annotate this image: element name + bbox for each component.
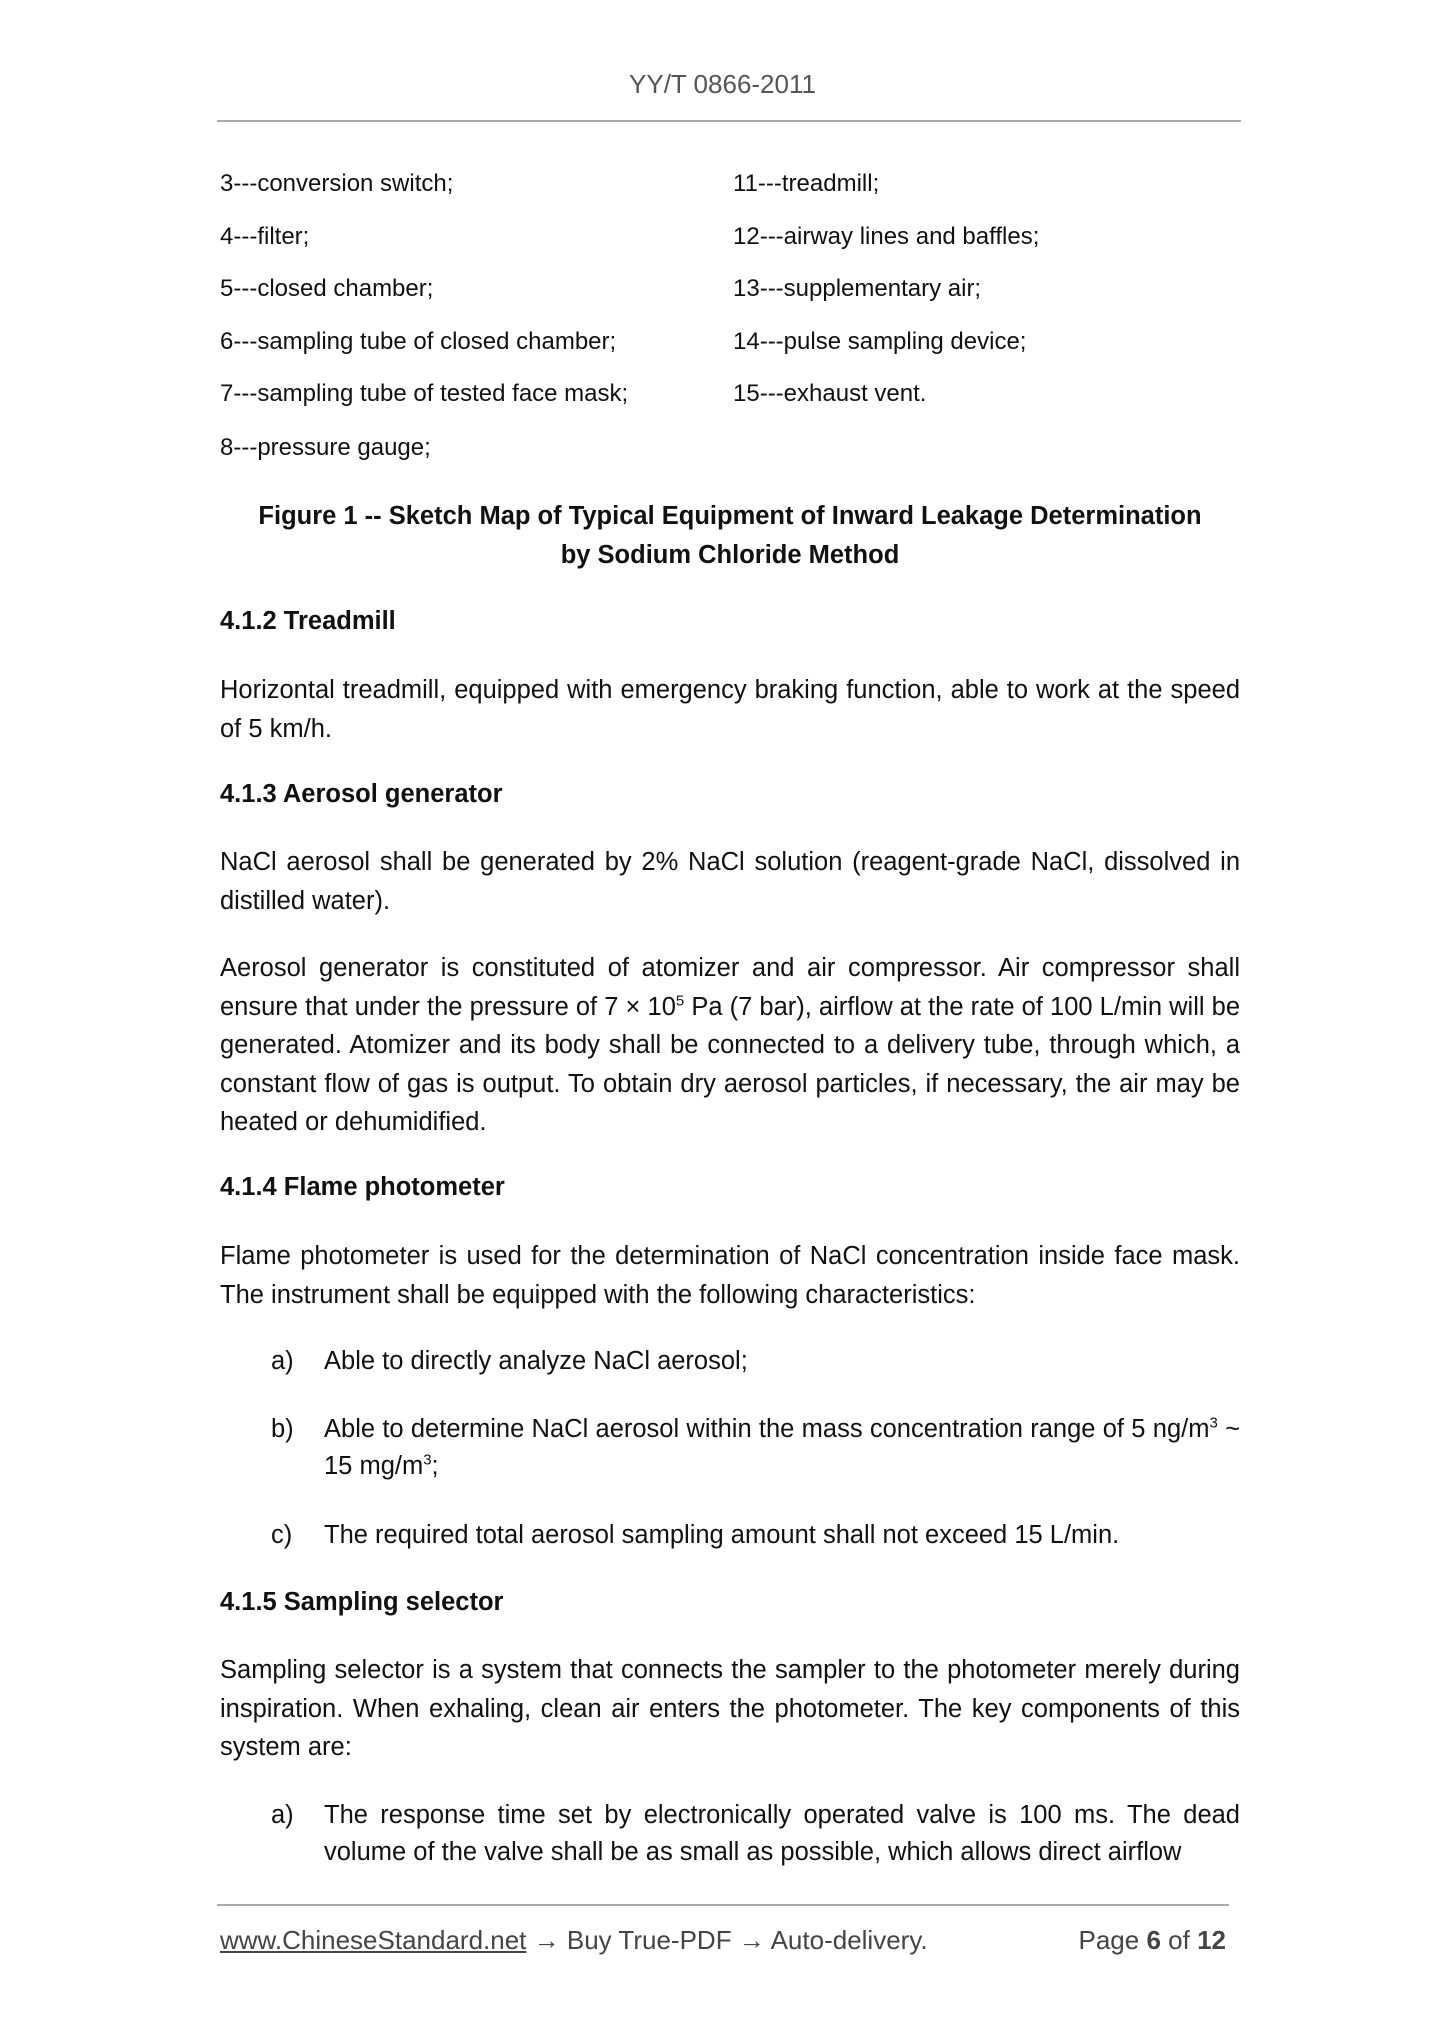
- paragraph: Flame photometer is used for the determination of NaCl concentration inside face mask. The instrument shall be equipped with the following characteristics:: [220, 1242, 1240, 1309]
- section-heading: 4.1.5 Sampling selector: [220, 1588, 504, 1616]
- legend-item: 11---treadmill;: [733, 170, 880, 197]
- text: Pa (7 bar), airflow at the rate of 100 L/min will be generated. Atomizer and its body shall be connected to a delivery tube, through which, a constant flow of gas is output. To obtain dry aerosol particles, if necessary, the air may be heated or dehumidified.: [220, 992, 1240, 1136]
- arrow-icon: →: [738, 1925, 765, 1955]
- of-label: of: [1168, 1925, 1190, 1955]
- page-number: [1078, 1925, 1226, 1956]
- delivery-text: Auto-delivery.: [764, 1925, 928, 1955]
- paragraph: Sampling selector is a system that connects the sampler to the photometer merely during inspiration. When exhaling, clean air enters the photometer. The key components of this system are:: [220, 1656, 1240, 1761]
- list-item: [271, 1411, 1240, 1485]
- header-divider: [217, 120, 1241, 122]
- text: ~ 15 mg/m: [324, 1415, 1240, 1480]
- list-label: c): [271, 1521, 293, 1549]
- list-text: [324, 1411, 1240, 1485]
- legend-item: 15---exhaust vent.: [733, 380, 927, 407]
- text: ;: [431, 1452, 439, 1480]
- superscript: 5: [675, 992, 685, 1009]
- superscript: 3: [423, 1451, 432, 1469]
- list-label: b): [271, 1415, 294, 1443]
- website-link[interactable]: www.ChineseStandard.net: [220, 1925, 527, 1955]
- text: Aerosol generator is constituted of atomizer and air compressor. Air compressor shall ensure that under the pressure of 7 × 10: [220, 954, 1240, 1021]
- buy-text: Buy True-PDF: [559, 1925, 739, 1955]
- legend-item: 7---sampling tube of tested face mask;: [220, 380, 629, 407]
- section-heading: 4.1.2 Treadmill: [220, 607, 396, 635]
- figure-caption: [220, 497, 1240, 575]
- legend-item: 14---pulse sampling device;: [733, 328, 1027, 355]
- list-item: [271, 1517, 1240, 1554]
- arrow-icon: →: [533, 1925, 560, 1955]
- superscript: 3: [1209, 1414, 1218, 1432]
- legend-item: 6---sampling tube of closed chamber;: [220, 328, 617, 355]
- paragraph: Horizontal treadmill, equipped with emergency braking function, able to work at the speed of 5 km/h.: [220, 676, 1240, 743]
- list-item: [271, 1797, 1240, 1871]
- figure-caption-line: by Sodium Chloride Method: [560, 541, 900, 569]
- list-text: Able to directly analyze NaCl aerosol;: [324, 1347, 748, 1375]
- text: Able to determine NaCl aerosol within the mass concentration range of 5 ng/m: [324, 1415, 1210, 1443]
- legend-item: 8---pressure gauge;: [220, 434, 431, 461]
- section-heading: 4.1.4 Flame photometer: [220, 1173, 505, 1201]
- page-label: Page: [1078, 1925, 1140, 1955]
- legend-item: 3---conversion switch;: [220, 170, 454, 197]
- legend-item: 13---supplementary air;: [733, 275, 982, 302]
- paragraph: [220, 949, 1240, 1142]
- footer-divider: [217, 1904, 1229, 1906]
- list-label: a): [271, 1801, 294, 1829]
- footer: [220, 1925, 1226, 1956]
- paragraph: NaCl aerosol shall be generated by 2% NaCl solution (reagent-grade NaCl, dissolved in distilled water).: [220, 848, 1240, 915]
- list-item: [271, 1343, 1240, 1380]
- legend-item: 12---airway lines and baffles;: [733, 223, 1040, 250]
- legend-item: 4---filter;: [220, 223, 310, 250]
- list-text: The response time set by electronically operated valve is 100 ms. The dead volume of the valve shall be as small as possible, which allows direct airflow: [324, 1801, 1240, 1866]
- total-pages: 12: [1197, 1925, 1226, 1955]
- list-text: The required total aerosol sampling amount shall not exceed 15 L/min.: [324, 1521, 1120, 1549]
- figure-caption-line: Figure 1 -- Sketch Map of Typical Equipment of Inward Leakage Determination: [258, 502, 1202, 530]
- current-page: 6: [1146, 1925, 1161, 1955]
- document-id-header: YY/T 0866-2011: [629, 69, 816, 99]
- section-heading: 4.1.3 Aerosol generator: [220, 780, 503, 808]
- list-label: a): [271, 1347, 294, 1375]
- legend-item: 5---closed chamber;: [220, 275, 434, 302]
